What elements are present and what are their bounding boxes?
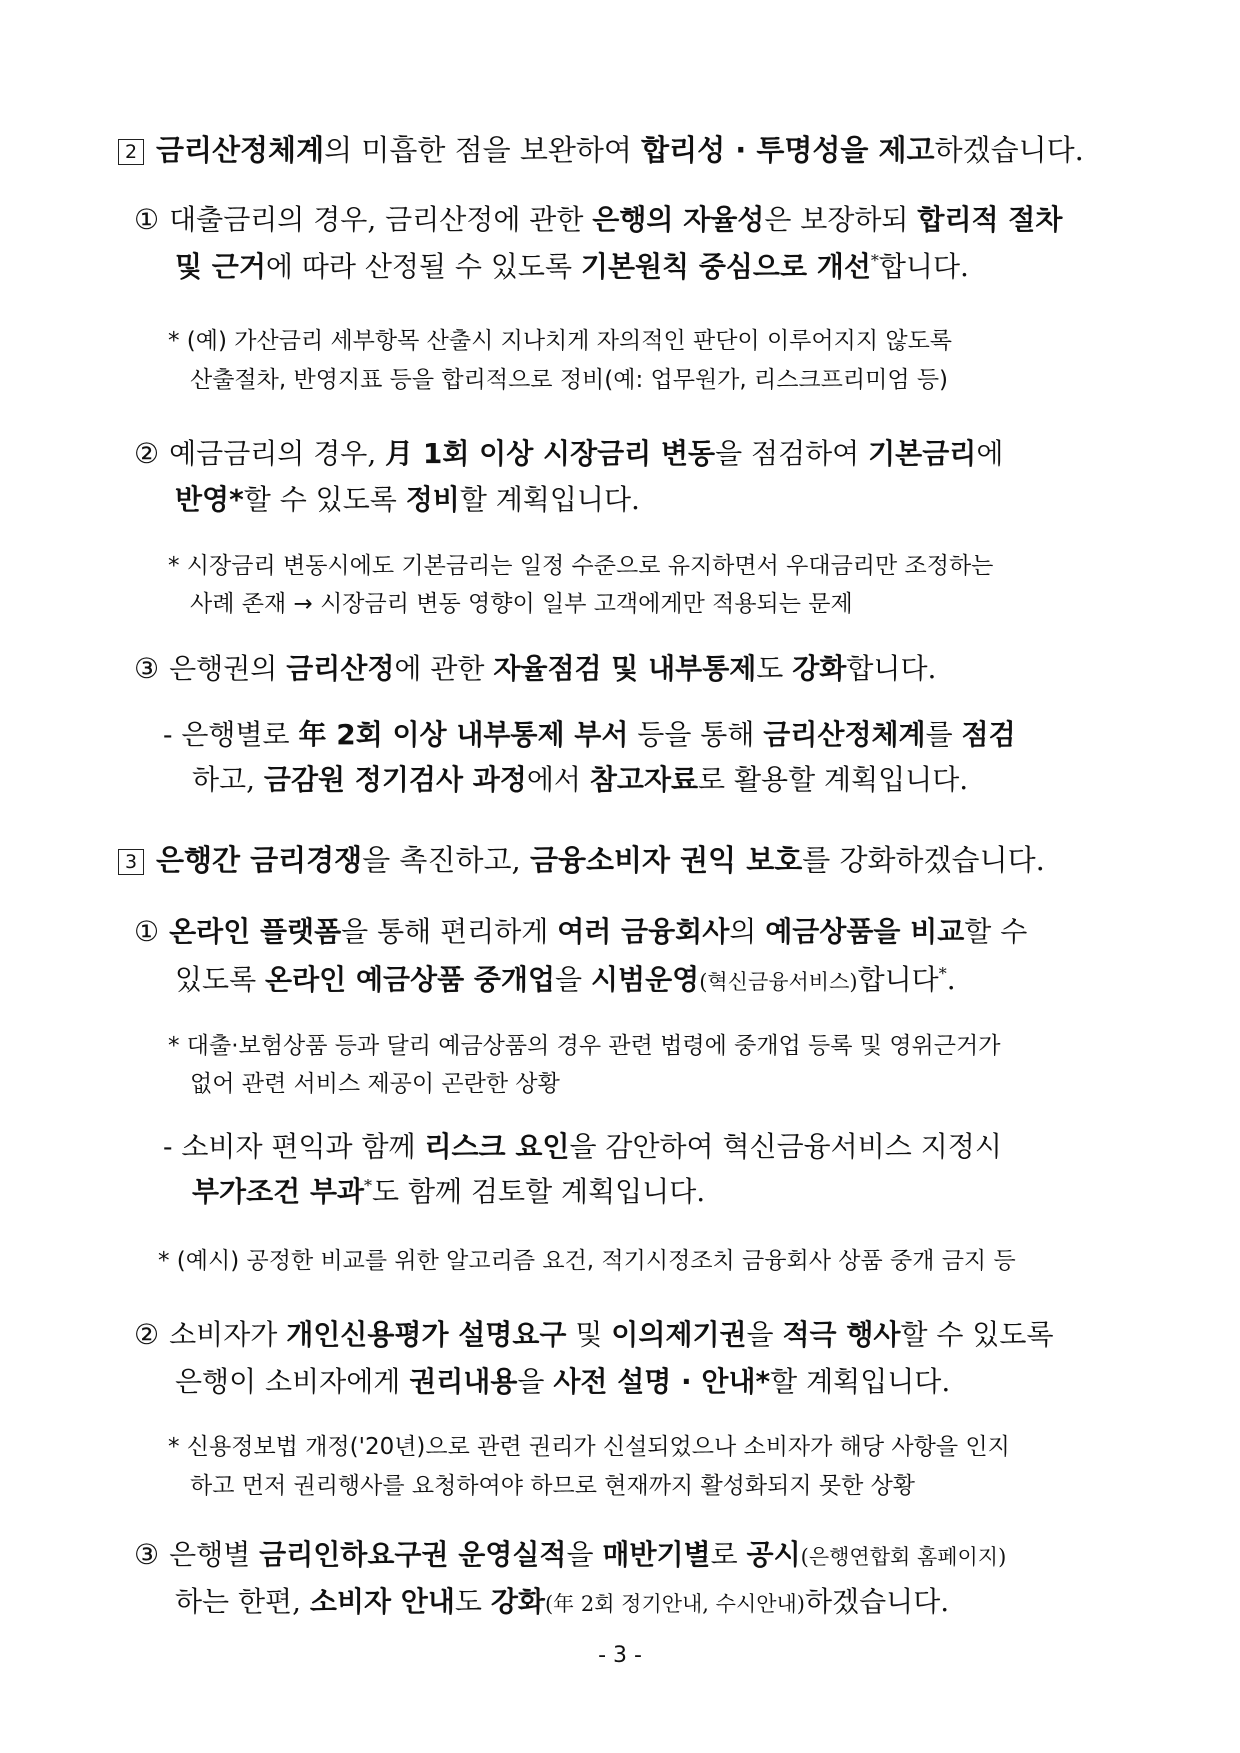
item-3-2-line-1: ② 소비자가 개인신용평가 설명요구 및 이의제기권을 적극 행사할 수 있도록: [134, 1318, 1054, 1351]
item-3-1-dash-line-2: 부가조건 부과*도 함께 검토할 계획입니다.: [192, 1175, 706, 1208]
footnote-3-2-line-1: * 신용정보법 개정('20년)으로 관련 권리가 신설되었으나 소비자가 해당 사항을 인지: [168, 1434, 1010, 1460]
section-number-box: 2: [118, 139, 144, 165]
footnote-3-1-line-2: 없어 관련 서비스 제공이 곤란한 상황: [190, 1071, 560, 1097]
item-2-3-line-1: ③ 은행권의 금리산정에 관한 자율점검 및 내부통제도 강화합니다.: [134, 652, 937, 685]
section-2-heading: 2 금리산정체계의 미흡한 점을 보완하여 합리성 · 투명성을 제고하겠습니다.: [118, 128, 1084, 169]
item-3-3-line-1: ③ 은행별 금리인하요구권 운영실적을 매반기별로 공시(은행연합회 홈페이지): [134, 1538, 1007, 1571]
footnote-2-2-line-2: 사례 존재 → 시장금리 변동 영향이 일부 고객에게만 적용되는 문제: [190, 591, 853, 617]
footnote-2-1-line-2: 산출절차, 반영지표 등을 합리적으로 정비(예: 업무원가, 리스크프리미엄 등): [190, 367, 949, 393]
item-2-3-dash-line-1: - 은행별로 年 2회 이상 내부통제 부서 등을 통해 금리산정체계를 점검: [163, 718, 1016, 751]
item-2-1-line-1: ① 대출금리의 경우, 금리산정에 관한 은행의 자율성은 보장하되 합리적 절차: [134, 203, 1063, 236]
section-number-box: 3: [118, 849, 144, 875]
item-2-3-dash-line-2: 하고, 금감원 정기검사 과정에서 참고자료로 활용할 계획입니다.: [192, 763, 969, 796]
item-2-2-line-1: ② 예금금리의 경우, 月 1회 이상 시장금리 변동을 점검하여 기본금리에: [134, 437, 1004, 470]
footnote-3-2-line-2: 하고 먼저 권리행사를 요청하여야 하므로 현재까지 활성화되지 못한 상황: [190, 1473, 916, 1499]
item-2-2-line-2: 반영*할 수 있도록 정비할 계획입니다.: [175, 483, 640, 516]
item-3-1-dash-line-1: - 소비자 편익과 함께 리스크 요인을 감안하여 혁신금융서비스 지정시: [163, 1130, 1002, 1163]
page-number: - 3 -: [598, 1643, 642, 1668]
footnote-2-2-line-1: * 시장금리 변동시에도 기본금리는 일정 수준으로 유지하면서 우대금리만 조정하는: [168, 553, 994, 579]
footnote-3-1-line-3: * (예시) 공정한 비교를 위한 알고리즘 요건, 적기시정조치 금융회사 상품 중개 금지 등: [158, 1248, 1016, 1274]
footnote-3-1-line-1: * 대출·보험상품 등과 달리 예금상품의 경우 관련 법령에 중개업 등록 및 영위근거가: [168, 1033, 1001, 1059]
item-3-1-line-1: ① 온라인 플랫폼을 통해 편리하게 여러 금융회사의 예금상품을 비교할 수: [134, 915, 1028, 948]
item-3-2-line-2: 은행이 소비자에게 권리내용을 사전 설명 · 안내*할 계획입니다.: [175, 1365, 951, 1398]
section-3-heading: 3 은행간 금리경쟁을 촉진하고, 금융소비자 권익 보호를 강화하겠습니다.: [118, 838, 1045, 879]
item-3-3-line-2: 하는 한편, 소비자 안내도 강화(年 2회 정기안내, 수시안내)하겠습니다.: [175, 1585, 950, 1618]
footnote-2-1-line-1: * (예) 가산금리 세부항목 산출시 지나치게 자의적인 판단이 이루어지지 않도록: [168, 328, 953, 354]
item-2-1-line-2: 및 근거에 따라 산정될 수 있도록 기본원칙 중심으로 개선*합니다.: [175, 250, 969, 283]
item-3-1-line-2: 있도록 온라인 예금상품 중개업을 시범운영(혁신금융서비스)합니다*.: [175, 963, 956, 996]
